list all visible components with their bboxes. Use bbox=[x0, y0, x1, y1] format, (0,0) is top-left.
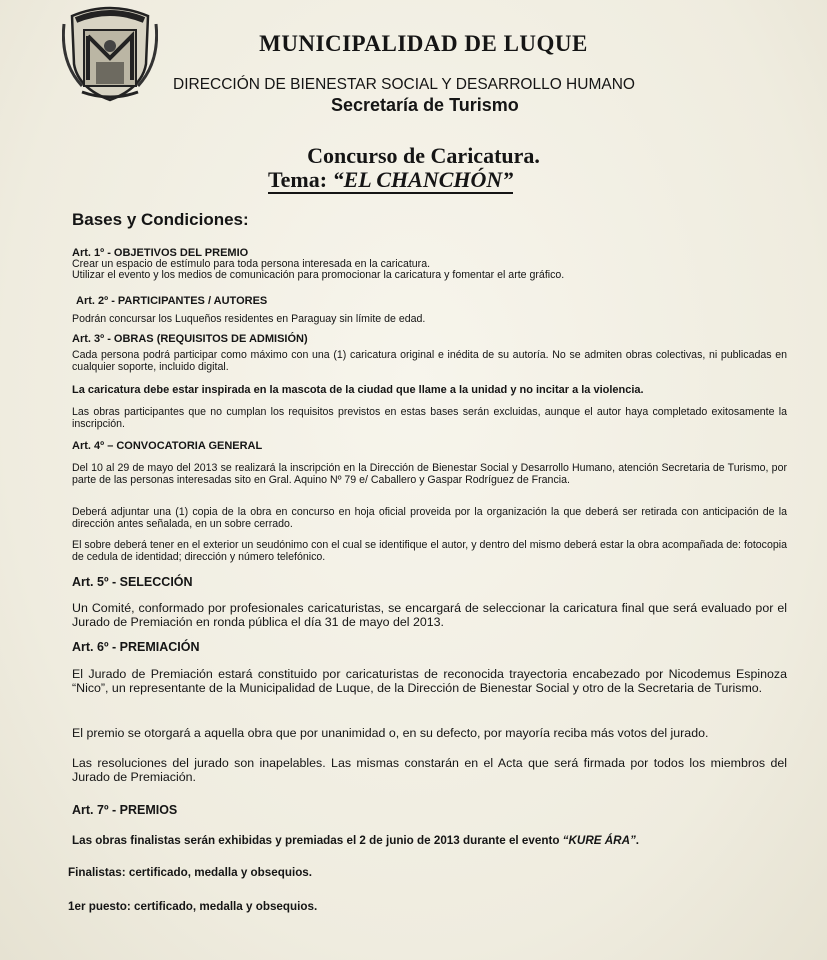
contest-theme bbox=[268, 167, 513, 194]
bases-heading: Bases y Condiciones: bbox=[72, 210, 249, 229]
direction-subtitle: DIRECCIÓN DE BIENESTAR SOCIAL Y DESARROLLO HUMANO bbox=[173, 76, 635, 93]
art5-text: Un Comité, conformado por profesionales caricaturistas, se encargará de seleccionar la caricatura final que será evaluado por el Jurado de Premiación en ronda pública el día 31 de mayo del 2013. bbox=[72, 601, 787, 629]
art1-line1: Crear un espacio de estímulo para toda persona interesada en la caricatura. bbox=[72, 258, 431, 270]
art5-title: Art. 5º - SELECCIÓN bbox=[72, 575, 193, 589]
theme-value: “EL CHANCHÓN” bbox=[332, 167, 514, 192]
art7-finalists: Finalistas: certificado, medalla y obsequios. bbox=[68, 865, 313, 879]
contest-title: Concurso de Caricatura. bbox=[307, 143, 540, 168]
art3-title: Art. 3º - OBRAS (REQUISITOS DE ADMISIÓN) bbox=[72, 333, 308, 345]
art1-title: Art. 1º - OBJETIVOS DEL PREMIO bbox=[72, 247, 249, 259]
art4-p1: Del 10 al 29 de mayo del 2013 se realizará la inscripción en la Dirección de Bienestar Social y Desarrollo Humano, atención Secretaria de Turismo, por parte de las personas interesadas sito en Gral. Aquino Nº 79 e/ Caballero y Gaspar Rodríguez de Francia. bbox=[72, 462, 787, 486]
art3-p3: Las obras participantes que no cumplan los requisitos previstos en estas bases serán excluidas, aunque el autor haya completado exitosamente la inscripción. bbox=[72, 406, 787, 430]
art7-p1-text: Las obras finalistas serán exhibidas y premiadas el 2 de junio de 2013 durante el evento bbox=[72, 833, 563, 847]
art7-p1 bbox=[72, 833, 744, 847]
secretariat-subtitle: Secretaría de Turismo bbox=[331, 95, 519, 115]
municipality-title: MUNICIPALIDAD DE LUQUE bbox=[259, 31, 588, 56]
art6-p3: Las resoluciones del jurado son inapelables. Las mismas constarán en el Acta que será firmada por todos los miembros del Jurado de Premiación. bbox=[72, 756, 787, 784]
art4-p2: Deberá adjuntar una (1) copia de la obra en concurso en hoja oficial proveida por la organización la que deberá ser retirada con anticipación de la dirección antes señalada, en un sobre cerrado. bbox=[72, 506, 787, 530]
art6-p2: El premio se otorgará a aquella obra que por unanimidad o, en su defecto, por mayoría reciba más votos del jurado. bbox=[72, 726, 709, 740]
art7-event-name: “KURE ÁRA” bbox=[562, 833, 636, 847]
art7-p1-end: . bbox=[635, 833, 640, 847]
art3-p2: La caricatura debe estar inspirada en la mascota de la ciudad que llame a la unidad y no incitar a la violencia. bbox=[72, 384, 644, 396]
art6-p1: El Jurado de Premiación estará constituido por caricaturistas de reconocida trayectoria encabezado por Nicodemus Espinoza “Nico”, un representante de la Municipalidad de Luque, de la Dirección de Bienestar Social y otro de la Secretaria de Turismo. bbox=[72, 667, 787, 695]
art3-p1: Cada persona podrá participar como máximo con una (1) caricatura original e inédita de su autoría. No se admiten obras colectivas, ni publicadas en cualquier soporte, incluido digital. bbox=[72, 349, 787, 373]
art6-title: Art. 6º - PREMIACIÓN bbox=[72, 640, 200, 654]
art7-title: Art. 7º - PREMIOS bbox=[72, 803, 178, 817]
art2-title: Art. 2º - PARTICIPANTES / AUTORES bbox=[76, 295, 268, 307]
theme-label: Tema: bbox=[268, 167, 328, 192]
art7-first-place: 1er puesto: certificado, medalla y obsequios. bbox=[68, 899, 318, 913]
art1-line2: Utilizar el evento y los medios de comunicación para promocionar la caricatura y fomentar el arte gráfico. bbox=[72, 269, 565, 281]
art4-p3: El sobre deberá tener en el exterior un seudónimo con el cual se identifique el autor, y dentro del mismo deberá estar la obra acompañada de: fotocopia de cedula de identidad; dirección y número telefónico. bbox=[72, 539, 787, 563]
art2-text: Podrán concursar los Luqueños residentes en Paraguay sin límite de edad. bbox=[72, 313, 426, 325]
art4-title: Art. 4º – CONVOCATORIA GENERAL bbox=[72, 440, 263, 452]
